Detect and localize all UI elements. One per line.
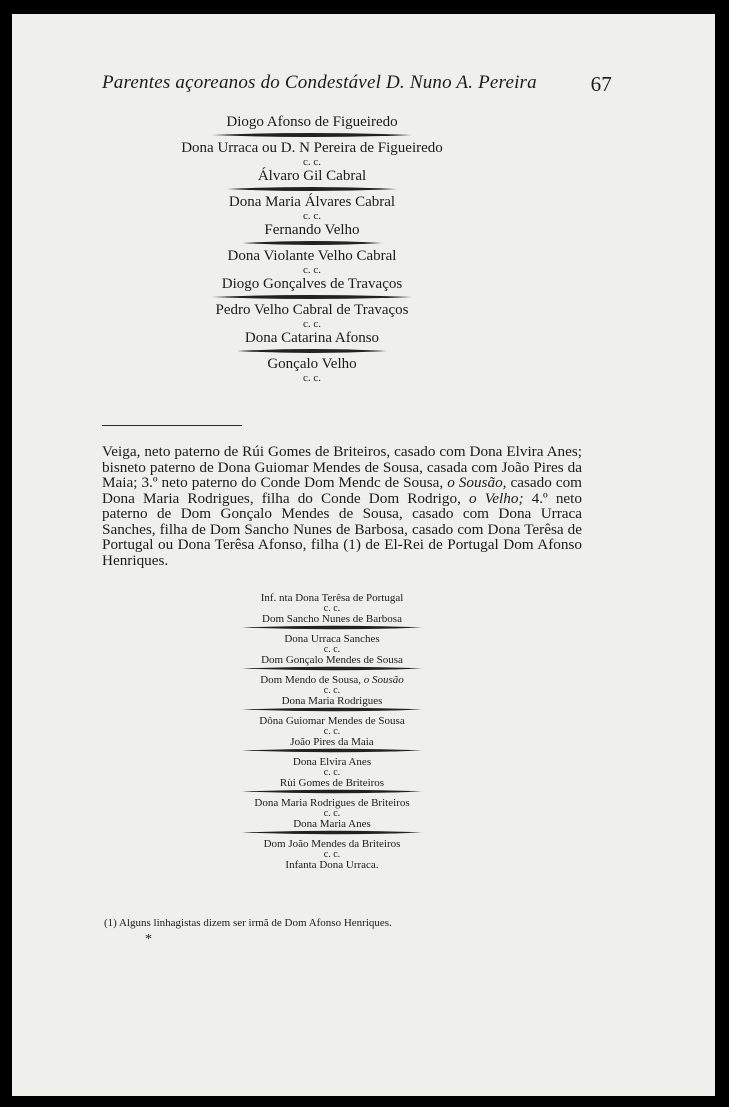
body-paragraph <box>102 444 582 568</box>
tree2-cc-4: c. c. <box>323 767 341 778</box>
tree1-spouse-1: Álvaro Gil Cabral <box>257 168 367 184</box>
swash-divider <box>242 789 422 794</box>
tree2-name-5: Dona Maria Rodrigues de Briteiros <box>254 797 410 809</box>
tree2-name-0: Inf. nta Dona Terêsa de Portugal <box>260 592 404 604</box>
header-title: Parentes açoreanos do Condestável D. Nuno A. Pereira <box>102 72 537 93</box>
tree2-cc-0: c. c. <box>323 603 341 614</box>
swash-divider <box>242 625 422 630</box>
tree2-spouse-1: Dom Gonçalo Mendes de Sousa <box>261 654 403 666</box>
tree1-name-4: Pedro Velho Cabral de Travaços <box>215 302 409 318</box>
tree2-spouse-3: João Pires da Maia <box>290 736 374 748</box>
tree1-cc-3: c. c. <box>302 264 321 276</box>
tree1-name-3: Dona Violante Velho Cabral <box>227 248 397 264</box>
swash-divider <box>237 348 387 354</box>
swash-divider <box>242 666 422 671</box>
tree2-cc-1: c. c. <box>323 644 341 655</box>
footnote-text: Alguns linhagistas dizem ser irmã de Dom Afonso Henriques. <box>118 917 392 929</box>
tree2-spouse-4: Rùi Gomes de Briteiros <box>279 777 385 789</box>
tree1-spouse-2: Fernando Velho <box>264 222 360 238</box>
tree1-name-2: Dona Maria Álvares Cabral <box>228 194 396 210</box>
page-number: 67 <box>590 72 612 96</box>
swash-divider <box>212 294 412 300</box>
footnote-rule <box>102 425 242 426</box>
swash-divider <box>242 707 422 712</box>
running-header <box>102 72 612 94</box>
tree1-name-5: Gonçalo Velho <box>267 356 357 372</box>
tree2-cc-6: c. c. <box>323 849 341 860</box>
tree2-name-1: Dona Urraca Sanches <box>284 633 380 645</box>
tree2-cc-3: c. c. <box>323 726 341 737</box>
asterisk-mark: * <box>145 932 152 947</box>
tree2-cc-2: c. c. <box>323 685 341 696</box>
footnote <box>104 917 524 930</box>
tree2-name-3: Dôna Guiomar Mendes de Sousa <box>259 715 405 727</box>
tree1-cc-1: c. c. <box>302 156 321 168</box>
tree2-name-4: Dona Elvira Anes <box>292 756 372 768</box>
swash-divider <box>242 748 422 753</box>
paragraph-italic-2: o Velho; <box>468 489 524 507</box>
tree2-name-2-italic: o Sousão <box>363 674 404 686</box>
genealogy-tree-2 <box>202 592 462 871</box>
genealogy-tree-1 <box>142 114 482 384</box>
tree2-name-2-text: Dom Mendo de Sousa, <box>260 674 364 686</box>
paragraph-text-3: 4.º neto paterno de Dom Gonçalo Mendes de Sousa, casado com Dona Urraca Sanches, filha de Dom Sancho Nunes de Barbosa, casado com Dona Terêsa de Portugal ou Dona Terêsa Afonso, filha (1) de El-Rei de Portugal Dom Afonso Henriques. <box>102 489 582 569</box>
tree2-name-6: Dom João Mendes da Briteiros <box>263 838 401 850</box>
swash-divider <box>242 830 422 835</box>
tree1-name-1: Dona Urraca ou D. N Pereira de Figueiredo <box>181 140 443 156</box>
swash-divider <box>242 240 382 246</box>
paragraph-italic-1: o Sousão, <box>447 474 507 491</box>
tree1-name-0: Diogo Afonso de Figueiredo <box>226 114 398 130</box>
tree1-spouse-3: Diogo Gonçalves de Travaços <box>221 276 403 292</box>
paragraph-text-1: Veiga, neto paterno de Rúi Gomes de Briteiros, casado com Dona Elvira Anes; bisneto paterno de Dona Guiomar Mendes de Sousa, casada com João Pires da Maia; 3.º neto paterno do Conde Dom Mendc de Sousa, <box>102 443 582 491</box>
tree2-spouse-5: Dona Maria Anes <box>293 818 371 830</box>
tree1-cc-4: c. c. <box>302 318 321 330</box>
tree2-spouse-0: Dom Sancho Nunes de Barbosa <box>262 613 402 625</box>
tree1-cc-5: c. c. <box>302 372 321 384</box>
tree2-spouse-2: Dona Maria Rodrigues <box>281 695 383 707</box>
footnote-marker: (1) <box>104 917 117 929</box>
tree2-spouse-6: Infanta Dona Urraca. <box>285 859 379 871</box>
swash-divider <box>227 186 397 192</box>
swash-divider <box>212 132 412 138</box>
book-page <box>12 14 715 1096</box>
tree1-cc-2: c. c. <box>302 210 321 222</box>
paragraph-text-2: casado com Dona Maria Rodrigues, filha do Conde Dom Rodrigo, <box>102 474 582 507</box>
tree1-spouse-4: Dona Catarina Afonso <box>244 330 380 346</box>
tree2-cc-5: c. c. <box>323 808 341 819</box>
